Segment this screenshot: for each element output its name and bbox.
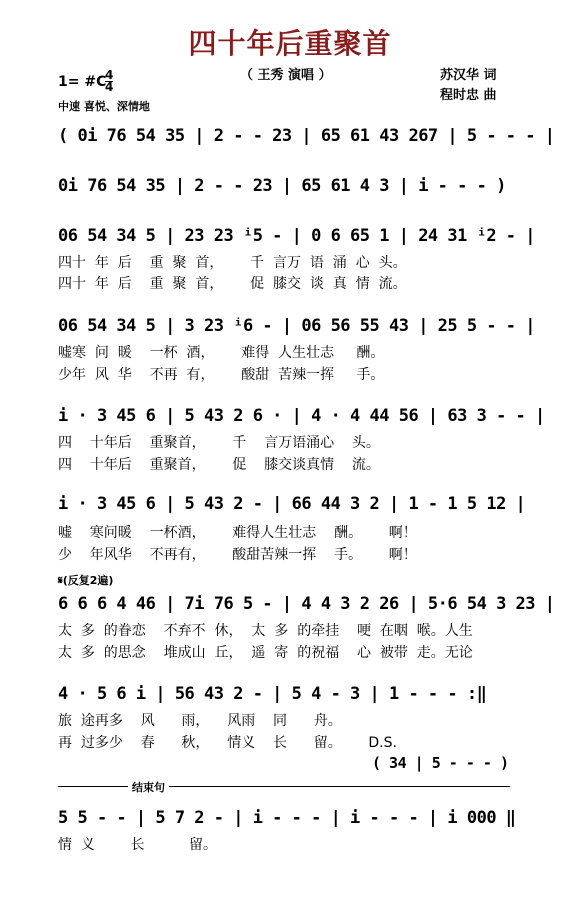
music-row: 6 6 6 4 46 | 7i 76 5 - | 4 4 3 2 26 | 5·6 54 3 23 |	[58, 594, 555, 614]
lyric-line: 四 十年后 重聚首， 促 膝交谈真情 流。	[58, 457, 380, 473]
lyric-line: 四十 年 后 重 聚 首， 千 言万 语 涌 心 头。	[58, 255, 407, 271]
lyricist-credit: 苏汉华 词	[440, 68, 497, 83]
lyric-line: 太 多 的思念 堆成山 丘， 遥 寄 的祝福 心 被带 走。无论	[58, 645, 473, 661]
lyric-line: 少年 风 华 不再 有， 酸甜 苦辣一挥 手。	[58, 367, 385, 383]
key-signature: 1= #C	[58, 74, 107, 90]
music-row: 4 · 5 6 i | 56 43 2 - | 5 4 - 3 | 1 - - - :‖	[58, 684, 487, 704]
music-row: 06 54 34 5 | 3 23 ⁱ6 - | 06 56 55 43 | 25 5 - - |	[58, 316, 536, 336]
ending-line	[58, 786, 510, 787]
alt-ending: ( 34 | 5 - - - )	[372, 754, 509, 772]
music-row: i · 3 45 6 | 5 43 2 6 · | 4 · 4 44 56 | 63 3 - - |	[58, 406, 545, 426]
ending-label: 结束句	[128, 779, 169, 795]
lyric-line: 四 十年后 重聚首， 千 言万语涌心 头。	[58, 435, 380, 451]
time-signature	[105, 70, 113, 93]
tempo-marking: 中速 喜悦、深情地	[58, 100, 150, 113]
lyric-line: 情 义 长 留。	[58, 837, 218, 853]
time-bottom: 4	[105, 80, 114, 94]
lyric-line: 嘘 寒问暖 一杯酒， 难得人生壮志 酬。 啊！	[58, 525, 417, 541]
music-row: 0i 76 54 35 | 2 - - 23 | 65 61 4 3 | i - - - )	[58, 176, 506, 196]
music-row: 06 54 34 5 | 23 23 ⁱ5 - | 0 6 65 1 | 24 31 ⁱ2 - |	[58, 226, 536, 246]
page-title: 四十年后重聚首	[188, 27, 392, 60]
segno-mark: 𝄋(反复2遍)	[58, 574, 114, 587]
lyric-line: 四十 年 后 重 聚 首， 促 膝交 谈 真 情 流。	[58, 276, 407, 292]
singer-credit: （ 王秀 演唱 ）	[240, 68, 332, 83]
music-row: i · 3 45 6 | 5 43 2 - | 66 44 3 2 | 1 - 1 5 12 |	[58, 494, 526, 514]
music-row: ( 0i 76 54 35 | 2 - - 23 | 65 61 43 267 | 5 - - - |	[58, 126, 555, 146]
lyric-line: 旅 途再多 风 雨， 风雨 同 舟。	[58, 713, 342, 729]
composer-credit: 程时忠 曲	[440, 88, 497, 103]
music-row: 5 5 - - | 5 7 2 - | i - - - | i - - - | i 000 ‖	[58, 808, 516, 828]
lyric-line: 再 过多少 春 秋， 情义 长 留。 D.S.	[58, 735, 397, 751]
lyric-line: 嘘寒 问 暖 一杯 酒， 难得 人生壮志 酬。	[58, 345, 385, 361]
time-top: 4	[105, 68, 114, 82]
lyric-line: 少 年风华 不再有， 酸甜苦辣一挥 手。 啊！	[58, 547, 417, 563]
lyric-line: 太 多 的眷恋 不弃不 休， 太 多 的牵挂 哽 在咽 喉。人生	[58, 623, 473, 639]
